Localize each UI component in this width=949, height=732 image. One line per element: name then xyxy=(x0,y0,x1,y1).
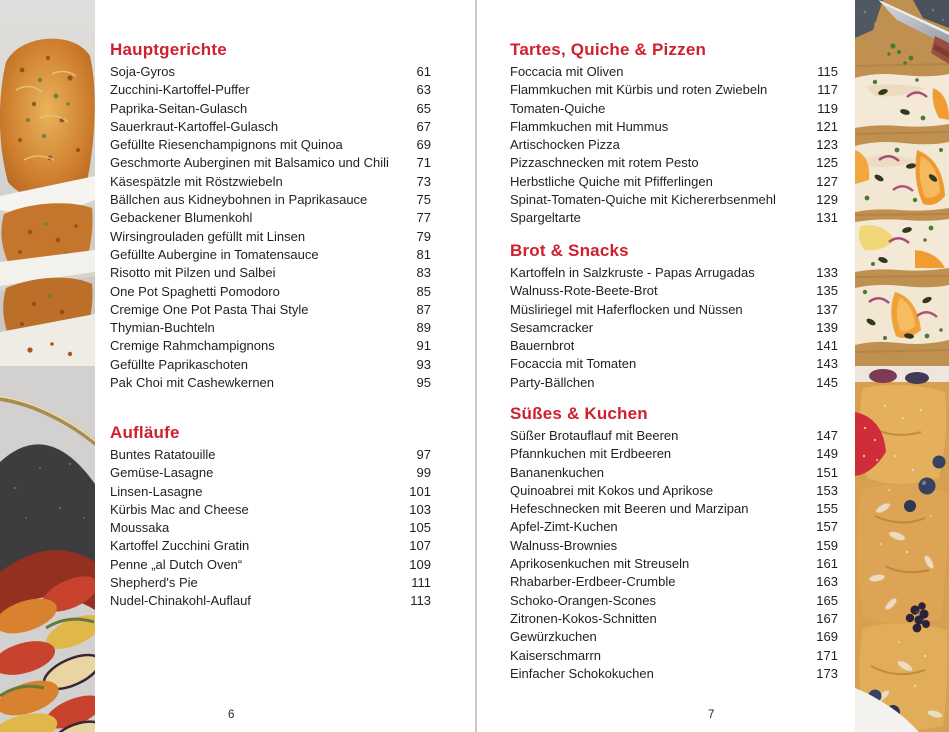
toc-entry xyxy=(510,518,838,536)
toc-entry-page: 105 xyxy=(409,520,431,536)
toc-entry-label: Flammkuchen mit Kürbis und roten Zwiebeln xyxy=(510,82,768,98)
toc-entry-page: 145 xyxy=(816,374,838,390)
toc-entry-label: Rhabarber-Erdbeer-Crumble xyxy=(510,574,676,590)
section-title: Hauptgerichte xyxy=(110,40,227,59)
toc-entry-label: Kartoffeln in Salzkruste - Papas Arrugadas xyxy=(510,265,755,280)
toc-entry-page: 111 xyxy=(411,575,431,591)
toc-section xyxy=(510,242,838,392)
zucchini-fritter-stack-photo xyxy=(0,0,95,366)
toc-entry-label: Linsen-Lasagne xyxy=(110,483,203,499)
toc-entry-label: Quinoabrei mit Kokos und Aprikose xyxy=(510,482,714,498)
toc-entry-page: 109 xyxy=(409,556,431,572)
toc-entry-page: 113 xyxy=(410,593,431,609)
toc-entry-page: 61 xyxy=(416,64,431,79)
toc-entry-page: 137 xyxy=(816,301,838,317)
toc-entry-label: Hefeschnecken mit Beeren und Marzipan xyxy=(510,501,749,517)
toc-entry-page: 151 xyxy=(816,464,838,480)
toc-entry-page: 143 xyxy=(816,356,838,372)
toc-entry xyxy=(110,501,431,519)
toc-entry xyxy=(510,374,838,392)
toc-entry-label: Sauerkraut-Kartoffel-Gulasch xyxy=(110,118,279,134)
toc-entry-label: Einfacher Schokokuchen xyxy=(510,665,654,681)
toc-entry-page: 127 xyxy=(816,173,838,189)
toc-entry-label: Zucchini-Kartoffel-Puffer xyxy=(110,82,250,98)
toc-entry-page: 97 xyxy=(416,447,431,462)
toc-entry-label: Soja-Gyros xyxy=(110,64,176,79)
toc-section xyxy=(510,405,838,683)
toc-entry-label: Buntes Ratatouille xyxy=(110,447,216,462)
toc-entry-label: Moussaka xyxy=(110,520,170,536)
toc-entry-page: 153 xyxy=(816,482,838,498)
toc-entry xyxy=(110,356,431,374)
toc-entry-page: 91 xyxy=(416,338,431,354)
berry-bread-pudding-photo xyxy=(855,366,949,732)
toc-entry xyxy=(110,264,431,282)
toc-entry xyxy=(510,647,838,665)
toc-entry-page: 93 xyxy=(416,356,431,372)
toc-entry-label: Zitronen-Kokos-Schnitten xyxy=(510,610,657,626)
toc-entry-page: 99 xyxy=(416,465,431,481)
toc-entry-label: Focaccia mit Tomaten xyxy=(510,356,637,372)
toc-entry-page: 135 xyxy=(816,283,838,299)
toc-entry-label: Müsliriegel mit Haferflocken und Nüssen xyxy=(510,301,743,317)
toc-entry xyxy=(110,209,431,227)
toc-entry-page: 85 xyxy=(416,283,431,299)
toc-entry xyxy=(110,337,431,355)
toc-entry xyxy=(510,573,838,591)
toc-entry-page: 75 xyxy=(416,192,431,208)
toc-entry-label: Nudel-Chinakohl-Auflauf xyxy=(110,593,251,609)
toc-entry-label: Pak Choi mit Cashewkernen xyxy=(110,375,275,391)
toc-entry-page: 161 xyxy=(816,556,838,572)
toc-entry-page: 133 xyxy=(816,265,838,280)
toc-entry xyxy=(110,537,431,555)
toc-entry xyxy=(110,63,431,81)
toc-page-left xyxy=(110,0,431,732)
pumpkin-flammkuchen-photo xyxy=(855,0,949,366)
section-title: Tartes, Quiche & Pizzen xyxy=(510,40,707,59)
toc-entry xyxy=(510,500,838,518)
toc-entry xyxy=(510,592,838,610)
toc-entry xyxy=(510,63,838,81)
toc-entry-label: Pizzaschnecken mit rotem Pesto xyxy=(510,155,699,171)
toc-entry-label: Gefüllte Riesenchampignons mit Quinoa xyxy=(110,137,343,153)
toc-entry-page: 89 xyxy=(416,320,431,336)
ratatouille-pan-photo xyxy=(0,366,95,732)
toc-entry xyxy=(110,374,431,392)
toc-entry-label: Käsespätzle mit Röstzwiebeln xyxy=(110,173,283,189)
toc-entry-label: Pfannkuchen mit Erdbeeren xyxy=(510,446,672,462)
toc-entry-label: Kartoffel Zucchini Gratin xyxy=(110,538,250,554)
section-title: Aufläufe xyxy=(110,423,180,442)
toc-entry-label: Gefüllte Paprikaschoten xyxy=(110,356,249,372)
toc-entry xyxy=(110,81,431,99)
toc-entry-page: 165 xyxy=(816,592,838,608)
toc-entry xyxy=(110,301,431,319)
toc-entry-page: 65 xyxy=(416,100,431,116)
toc-entry-label: Spinat-Tomaten-Quiche mit Kichererbsenmehl xyxy=(510,192,776,208)
toc-entry-label: Paprika-Seitan-Gulasch xyxy=(110,100,248,116)
toc-entry-page: 63 xyxy=(416,82,431,98)
toc-entry-label: Thymian-Buchteln xyxy=(110,320,215,336)
toc-entry-label: Risotto mit Pilzen und Salbei xyxy=(110,265,276,281)
toc-entry-page: 69 xyxy=(416,137,431,153)
toc-entry xyxy=(110,464,431,482)
toc-entry xyxy=(510,537,838,555)
toc-entry-page: 103 xyxy=(409,501,431,517)
toc-entry-label: Aprikosenkuchen mit Streuseln xyxy=(510,556,690,572)
toc-entry xyxy=(510,628,838,646)
toc-entry-page: 141 xyxy=(816,338,838,354)
toc-entry xyxy=(510,337,838,355)
toc-entry-page: 171 xyxy=(816,647,838,663)
toc-entry xyxy=(510,136,838,154)
toc-entry xyxy=(110,100,431,118)
toc-entry xyxy=(510,555,838,573)
toc-entry xyxy=(110,246,431,264)
toc-entry-page: 131 xyxy=(816,210,838,226)
toc-entry xyxy=(110,319,431,337)
toc-section xyxy=(110,424,431,611)
toc-entry xyxy=(510,445,838,463)
toc-entry xyxy=(510,282,838,300)
toc-entry xyxy=(510,464,838,482)
section-title: Süßes & Kuchen xyxy=(510,404,648,423)
toc-entry-page: 129 xyxy=(816,192,838,208)
toc-entry-page: 79 xyxy=(416,228,431,244)
toc-entry xyxy=(110,173,431,191)
toc-section xyxy=(510,41,838,228)
toc-entry xyxy=(110,446,431,464)
toc-entry-page: 169 xyxy=(816,629,838,645)
toc-entry-label: Süßer Brotauflauf mit Beeren xyxy=(510,428,679,443)
toc-entry-label: Bällchen aus Kidneybohnen in Paprikasauce xyxy=(110,192,368,208)
toc-entry-label: Gemüse-Lasagne xyxy=(110,465,214,481)
toc-entry-label: Apfel-Zimt-Kuchen xyxy=(510,519,618,535)
toc-entry-page: 167 xyxy=(816,610,838,626)
toc-entry xyxy=(110,136,431,154)
toc-entry-label: Bananenkuchen xyxy=(510,464,604,480)
toc-entry-page: 73 xyxy=(416,173,431,189)
toc-entry xyxy=(510,191,838,209)
toc-entry-label: Foccacia mit Oliven xyxy=(510,64,624,79)
toc-entry-page: 101 xyxy=(409,483,431,499)
toc-entry-page: 149 xyxy=(816,446,838,462)
toc-entry-label: Party-Bällchen xyxy=(510,374,595,390)
toc-entry xyxy=(110,556,431,574)
toc-entry-label: Cremige Rahmchampignons xyxy=(110,338,275,354)
toc-entry xyxy=(510,154,838,172)
toc-entry-label: Cremige One Pot Pasta Thai Style xyxy=(110,301,309,317)
toc-entry xyxy=(110,191,431,209)
toc-entry xyxy=(510,427,838,445)
toc-entry-label: Walnuss-Rote-Beete-Brot xyxy=(510,283,658,299)
toc-entry xyxy=(510,209,838,227)
toc-entry-label: Penne „al Dutch Oven“ xyxy=(110,556,243,572)
toc-entry-page: 123 xyxy=(816,137,838,153)
toc-entry xyxy=(510,319,838,337)
toc-entry-label: Flammkuchen mit Hummus xyxy=(510,118,669,134)
toc-entry xyxy=(110,118,431,136)
toc-entry-page: 139 xyxy=(816,319,838,335)
toc-entry xyxy=(510,264,838,282)
toc-entry xyxy=(110,228,431,246)
toc-page-right xyxy=(510,0,838,732)
toc-entry-label: One Pot Spaghetti Pomodoro xyxy=(110,283,280,299)
toc-entry-page: 159 xyxy=(816,537,838,553)
section-title: Brot & Snacks xyxy=(510,241,629,260)
toc-entry-page: 95 xyxy=(416,375,431,391)
toc-entry-page: 115 xyxy=(817,64,838,79)
toc-entry-label: Sesamcracker xyxy=(510,319,594,335)
toc-entry-label: Spargeltarte xyxy=(510,210,581,226)
toc-entry-label: Schoko-Orangen-Scones xyxy=(510,592,656,608)
toc-entry xyxy=(110,519,431,537)
page-number-left: 6 xyxy=(228,709,235,721)
toc-entry xyxy=(510,482,838,500)
toc-entry-page: 121 xyxy=(816,118,838,134)
toc-entry-label: Wirsingrouladen gefüllt mit Linsen xyxy=(110,228,306,244)
toc-entry-page: 147 xyxy=(816,428,838,443)
toc-entry xyxy=(510,355,838,373)
toc-entry xyxy=(510,173,838,191)
toc-entry-label: Gebackener Blumenkohl xyxy=(110,210,253,226)
toc-entry-label: Gefüllte Aubergine in Tomatensauce xyxy=(110,246,319,262)
toc-entry-page: 77 xyxy=(416,210,431,226)
toc-entry xyxy=(110,283,431,301)
toc-entry-page: 173 xyxy=(816,665,838,681)
toc-entry-label: Gewürzkuchen xyxy=(510,629,597,645)
toc-entry-page: 117 xyxy=(817,82,838,98)
toc-entry-label: Artischocken Pizza xyxy=(510,137,620,153)
toc-entry xyxy=(510,100,838,118)
toc-entry-label: Shepherd's Pie xyxy=(110,575,198,591)
toc-entry-page: 87 xyxy=(416,301,431,317)
toc-entry xyxy=(110,592,431,610)
toc-entry xyxy=(510,665,838,683)
toc-entry xyxy=(110,483,431,501)
toc-section xyxy=(110,41,431,392)
toc-entry-label: Kürbis Mac and Cheese xyxy=(110,501,249,517)
toc-entry-page: 83 xyxy=(416,265,431,281)
page-gutter-divider xyxy=(475,0,477,732)
toc-entry-page: 125 xyxy=(816,155,838,171)
toc-entry-label: Geschmorte Auberginen mit Balsamico und Chili xyxy=(110,155,389,171)
toc-entry-label: Bauernbrot xyxy=(510,338,575,354)
toc-entry-page: 107 xyxy=(409,538,431,554)
toc-entry-label: Herbstliche Quiche mit Pfifferlingen xyxy=(510,173,713,189)
toc-entry-page: 71 xyxy=(416,155,431,171)
toc-entry xyxy=(110,154,431,172)
toc-entry-page: 155 xyxy=(816,501,838,517)
toc-entry xyxy=(510,81,838,99)
toc-entry xyxy=(110,574,431,592)
page-number-right: 7 xyxy=(708,709,715,721)
toc-entry-label: Kaiserschmarrn xyxy=(510,647,602,663)
toc-entry-label: Tomaten-Quiche xyxy=(510,100,606,116)
toc-entry-page: 157 xyxy=(816,519,838,535)
toc-entry xyxy=(510,610,838,628)
toc-entry-page: 67 xyxy=(416,118,431,134)
toc-entry-page: 163 xyxy=(816,574,838,590)
toc-entry xyxy=(510,118,838,136)
toc-entry-page: 119 xyxy=(817,100,838,116)
toc-entry-page: 81 xyxy=(416,246,431,262)
toc-entry-label: Walnuss-Brownies xyxy=(510,537,618,553)
toc-entry xyxy=(510,301,838,319)
